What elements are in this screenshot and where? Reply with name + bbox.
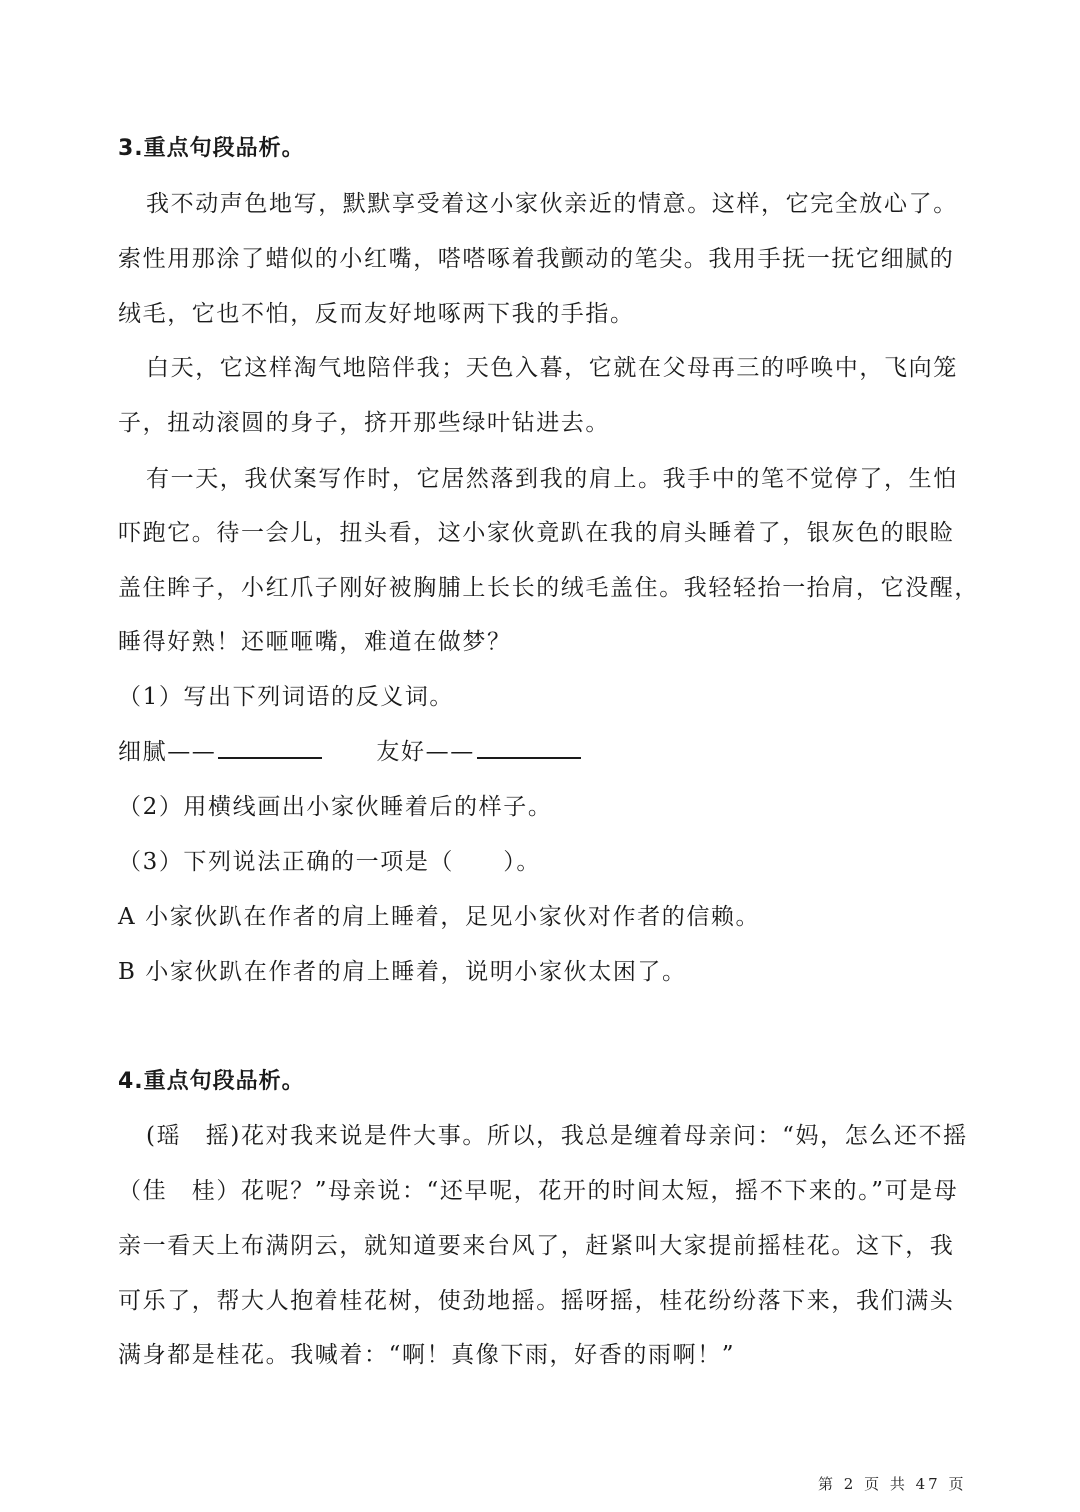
answer-blank-2[interactable] [477, 739, 581, 759]
paragraph-line: 亲一看天上布满阴云，就知道要来台风了，赶紧叫大家提前摇桂花。这下，我 [118, 1233, 955, 1259]
paragraph-line: 绒毛，它也不怕，反而友好地啄两下我的手指。 [118, 301, 635, 327]
paragraph-line: 子，扭动滚圆的身子，挤开那些绿叶钻进去。 [118, 410, 610, 436]
paragraph-line: 吓跑它。待一会儿，扭头看，这小家伙竟趴在我的肩头睡着了，银灰色的眼睑 [118, 520, 955, 546]
antonym-word-2: 友好—— [376, 739, 475, 765]
paragraph-line: 满身都是桂花。我喊着：“啊！真像下雨，好香的雨啊！” [118, 1342, 736, 1368]
paragraph-line: 有一天，我伏案写作时，它居然落到我的肩上。我手中的笔不觉停了，生怕 [146, 466, 958, 492]
antonym-row [118, 733, 581, 766]
question-2: （2）用横线画出小家伙睡着后的样子。 [118, 794, 553, 820]
paragraph-line: (瑶 摇)花对我来说是件大事。所以，我总是缠着母亲问：“妈，怎么还不摇 [146, 1123, 968, 1149]
paragraph-line: （佳 桂）花呢？”母亲说：“还早呢，花开的时间太短，摇不下来的。”可是母 [118, 1178, 959, 1204]
paragraph-line: 盖住眸子，小红爪子刚好被胸脯上长长的绒毛盖住。我轻轻抬一抬肩，它没醒， [118, 575, 979, 601]
paragraph-line: 索性用那涂了蜡似的小红嘴，嗒嗒啄着我颤动的笔尖。我用手抚一抚它细腻的 [118, 246, 955, 272]
option-b: B 小家伙趴在作者的肩上睡着，说明小家伙太困了。 [118, 959, 687, 985]
answer-blank-1[interactable] [218, 739, 322, 759]
section-4-heading: 4.重点句段品析。 [118, 1069, 305, 1094]
paragraph-line: 睡得好熟！还咂咂嘴，难道在做梦？ [118, 629, 512, 655]
section-3-heading: 3.重点句段品析。 [118, 136, 305, 161]
paragraph-line: 可乐了，帮大人抱着桂花树，使劲地摇。摇呀摇，桂花纷纷落下来，我们满头 [118, 1288, 955, 1314]
paragraph-line: 我不动声色地写，默默享受着这小家伙亲近的情意。这样，它完全放心了。 [146, 191, 958, 217]
antonym-word-1: 细腻—— [118, 739, 217, 765]
question-3: （3）下列说法正确的一项是（ ）。 [118, 849, 541, 875]
option-a: A 小家伙趴在作者的肩上睡着，足见小家伙对作者的信赖。 [118, 904, 761, 930]
page-number-footer: 第 2 页 共 47 页 [818, 1475, 967, 1493]
paragraph-line: 白天，它这样淘气地陪伴我；天色入暮，它就在父母再三的呼唤中，飞向笼 [146, 355, 958, 381]
question-1: （1）写出下列词语的反义词。 [118, 684, 455, 710]
